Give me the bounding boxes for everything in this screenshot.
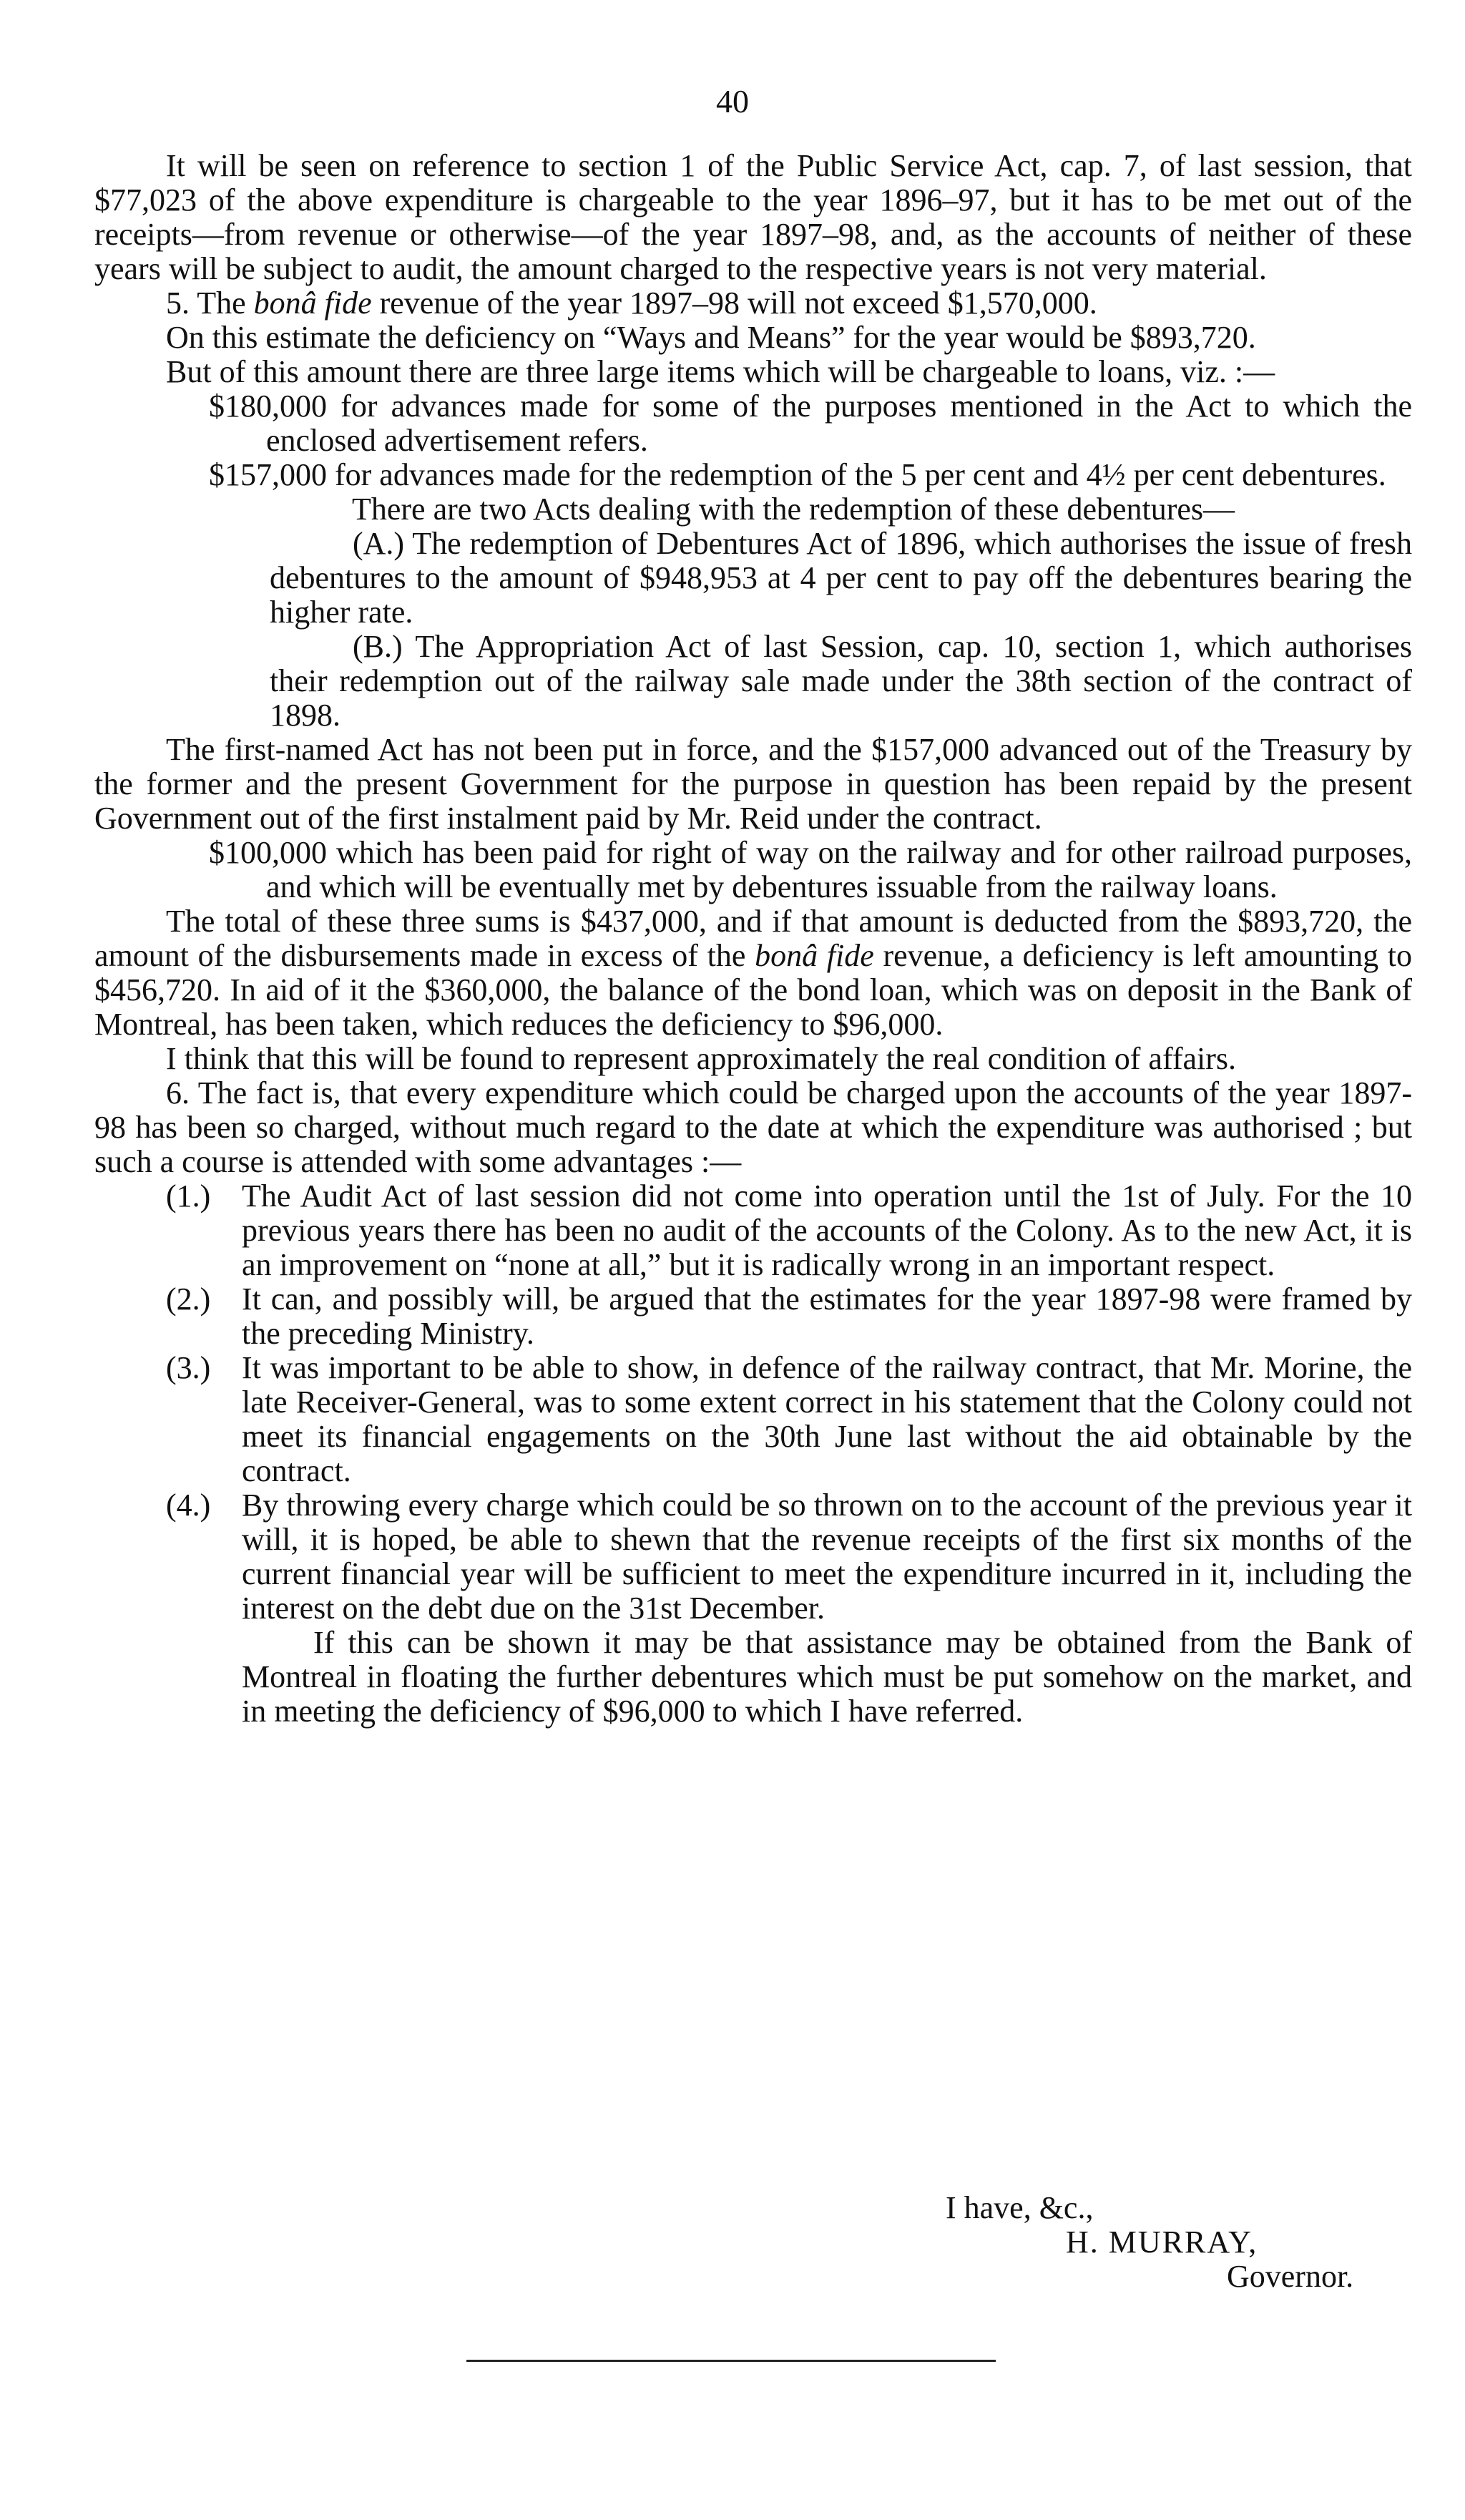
item-157000: $157,000 for advances made for the redemption of the 5 per cent and 4½ per cent debentures. (209, 457, 1386, 492)
signature-closing: I have, &c., (946, 2190, 1094, 2225)
paragraph-real-condition: I think that this will be found to represent approximately the real condition of affairs. (166, 1041, 1236, 1076)
numbered-item-label: (1.) (166, 1178, 211, 1213)
paragraph-section-reference: It will be seen on reference to section 1 of the Public Service Act, cap. 7, of last session, that $77,023 of the above expenditure is chargeable to the year 1896–97, but it has to be met out of the receipts—from revenue or otherwise—of the year 1897–98, and, as the accounts of neither of these years will be subject to audit, the amount charged to the respective years is not very material. (94, 148, 1412, 286)
numbered-item-text: By throwing every charge which could be so thrown on to the account of the previous year it will, it is hoped, be able to shewn that the revenue receipts of the first six months of the current financial year will be sufficient to meet the expenditure incurred in it, including the interest on the debt due on the 31st December. (242, 1488, 1412, 1626)
text-fragment: 5. The (166, 285, 254, 321)
page-number: 40 (716, 83, 749, 119)
numbered-item-2 (166, 1282, 1412, 1351)
paragraph-first-named-act: The first-named Act has not been put in force, and the $157,000 advanced out of the Treasury by the former and the present Government for the purpose in question has been repaid by the present Government out of the first instalment paid by Mr. Reid under the contract. (94, 732, 1412, 836)
italic-phrase: bonâ fide (253, 285, 372, 321)
item-100000: $100,000 which has been paid for right of way on the railway and for other railroad purposes, and which will be eventually met by debentures issuable from the railway loans. (209, 835, 1412, 904)
numbered-item-1 (166, 1179, 1412, 1282)
paragraph-total-sums (94, 904, 1412, 1042)
letter-body (94, 149, 1412, 1729)
signature-title: Governor. (1227, 2259, 1354, 2294)
numbered-item-3 (166, 1351, 1412, 1488)
numbered-item-text: The Audit Act of last session did not come into operation until the 1st of July. For the 10 previous years there has been no audit of the accounts of the Colony. As to the new Act, it is an improvement on “none at all,” but it is radically wrong in an important respect. (242, 1178, 1412, 1282)
text-fragment: revenue, a deficiency is left amounting to $456,720. In aid of it the $360,000, the balance of the bond loan, which was on deposit in the Bank of Montreal, has been taken, which reduces the deficiency to $96,000. (94, 938, 1412, 1042)
sub-item-a: (A.) The redemption of Debentures Act of 1896, which authorises the issue of fresh debentures to the amount of $948,953 at 4 per cent to pay off the debentures bearing the higher rate. (270, 526, 1412, 630)
text-fragment: revenue of the year 1897–98 will not exceed $1,570,000. (371, 285, 1097, 321)
numbered-item-label: (4.) (166, 1488, 211, 1523)
paragraph-loan-items: But of this amount there are three large items which will be chargeable to loans, viz. :— (166, 354, 1275, 389)
numbered-item-label: (2.) (166, 1281, 211, 1317)
signature-name: H. MURRAY, (1066, 2224, 1258, 2260)
numbered-item-4 (166, 1488, 1412, 1626)
italic-phrase: bonâ fide (755, 938, 874, 973)
numbered-item-text: It was important to be able to show, in defence of the railway contract, that Mr. Morine, the late Receiver-General, was to some extent correct in his statement that the Colony could not meet its financial engagements on the 30th June last without the aid obtainable by the contract. (242, 1350, 1412, 1488)
numbered-item-text: It can, and possibly will, be argued that the estimates for the year 1897-98 were framed by the preceding Ministry. (242, 1281, 1412, 1351)
paragraph-expenditure-charged: 6. The fact is, that every expenditure which could be charged upon the accounts of the year 1897-98 has been so charged, without much regard to the date at which the expenditure was authorised ; but such a course is attended with some advantages :— (94, 1075, 1412, 1179)
sub-intro-two-acts: There are two Acts dealing with the redemption of these debentures— (352, 492, 1235, 527)
paragraph-bank-assistance: If this can be shown it may be that assistance may be obtained from the Bank of Montreal in floating the further debentures which must be put somehow on the market, and in meeting the deficiency of $96,000 to which I have referred. (242, 1625, 1412, 1729)
item-180000: $180,000 for advances made for some of the purposes mentioned in the Act to which the enclosed advertisement refers. (209, 389, 1412, 458)
numbered-item-label: (3.) (166, 1350, 211, 1385)
sub-item-b: (B.) The Appropriation Act of last Session, cap. 10, section 1, which authorises their redemption out of the railway sale made under the 38th section of the contract of 1898. (270, 629, 1412, 733)
paragraph-deficiency: On this estimate the deficiency on “Ways and Means” for the year would be $893,720. (166, 320, 1256, 355)
horizontal-rule (466, 2360, 996, 2362)
text-fragment: The total of these three sums is $437,000, and if that amount is deducted from the $893,720, the amount of the disbursements made in excess of the (94, 904, 1412, 973)
paragraph-revenue-estimate (94, 286, 1412, 321)
